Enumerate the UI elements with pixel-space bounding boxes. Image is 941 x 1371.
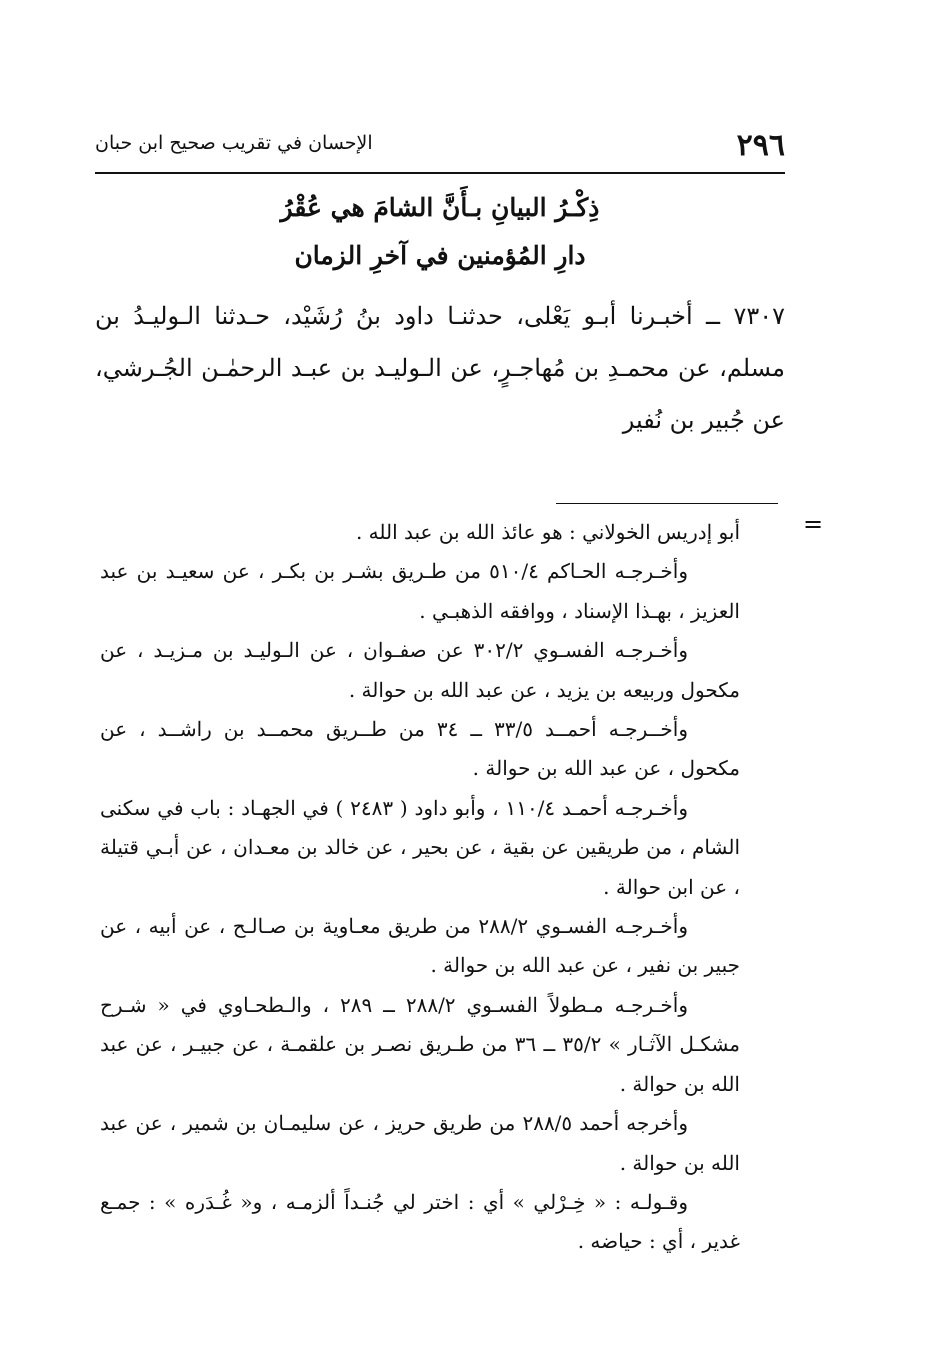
footnote-paragraph: وأخـرجـه الفسـوي ٣٠٢/٢ عن صفـوان ، عن الـوليـد بن مـزيـد ، عن مكحول وربيعه بن يزيد ، عن عبد الله بن حوالة . [100,638,740,702]
chapter-heading [95,184,785,280]
footnote-paragraph: وأخـرجـه أحمـد ١١٠/٤ ، وأبو داود ( ٢٤٨٣ ) في الجهـاد : باب في سكنى الشام ، من طريقين عن بقية ، عن بحير ، عن خالد بن معـدان ، عن أبـي قتيلة ، عن ابن حوالة . [100,795,740,899]
footnote-paragraph: أبو إدريس الخولاني : هو عائذ الله بن عبد الله . [355,520,740,544]
chapter-heading-line-1: ذِكْـرُ البيانِ بـأَنَّ الشامَ هي عُقْرُ [280,193,600,222]
chapter-heading-line-2: دارِ المُؤمنين في آخرِ الزمان [294,241,586,270]
footnote-paragraph: وأخـرجـه الفسـوي ٢٨٨/٢ من طريق معـاوية بن صـالـح ، عن أبيه ، عن جبير بن نفير ، عن عبد الله بن حوالة . [100,914,740,978]
footnote-paragraph: وأخـرجـه مـطولاً الفسـوي ٢٨٨/٢ ــ ٢٨٩ ، والـطحـاوي في « شـرح مشكـل الآثـار » ٣٥/٢ ــ ٣٦ من طـريق نصـر بن علقمـة ، عن جبيـر ، عن عبد الله بن حوالة . [100,992,740,1096]
page-number: ٢٩٦ [736,128,785,163]
footnote-continuation-mark: = [803,510,824,538]
footnote-paragraph: وقـولـه : « خِـرْلي » أي : اختر لي جُنـداً ألزمـه ، و« غُـدَره » : جمـع غدير ، أي : حياضه . [100,1189,740,1254]
header-divider [95,172,785,174]
footnotes [100,513,740,1262]
hadith-text: ٧٣٠٧ ــ أخبـرنا أبـو يَعْلى، حدثنـا داود بنُ رُشَيْد، حـدثنا الـوليـدُ بن مسلم، عن محمـدِ بن مُهاجـرٍ، عن الـوليـد بن عبـد الرحمٰـن الجُـرشي، عن جُبير بن نُفير [95,302,785,434]
running-title: الإحسان في تقريب صحيح ابن حبان [95,132,373,154]
footnote-paragraph: وأخــرجـه أحمــد ٣٣/٥ ــ ٣٤ من طــريق محمــد بن راشــد ، عن مكحول ، عن عبد الله بن حوالة . [100,717,740,781]
running-header [95,126,785,166]
footnote-paragraph: وأخـرجـه الحـاكم ٥١٠/٤ من طـريق بشـر بن بكـر ، عن سعيـد بن عبد العزيز ، بهـذا الإسناد ، ووافقه الذهبـي . [100,559,740,623]
footnote-paragraph: وأخرجه أحمد ٢٨٨/٥ من طريق حريز ، عن سليمـان بن شمير ، عن عبد الله بن حوالة . [100,1111,740,1175]
footnote-divider [556,503,778,504]
